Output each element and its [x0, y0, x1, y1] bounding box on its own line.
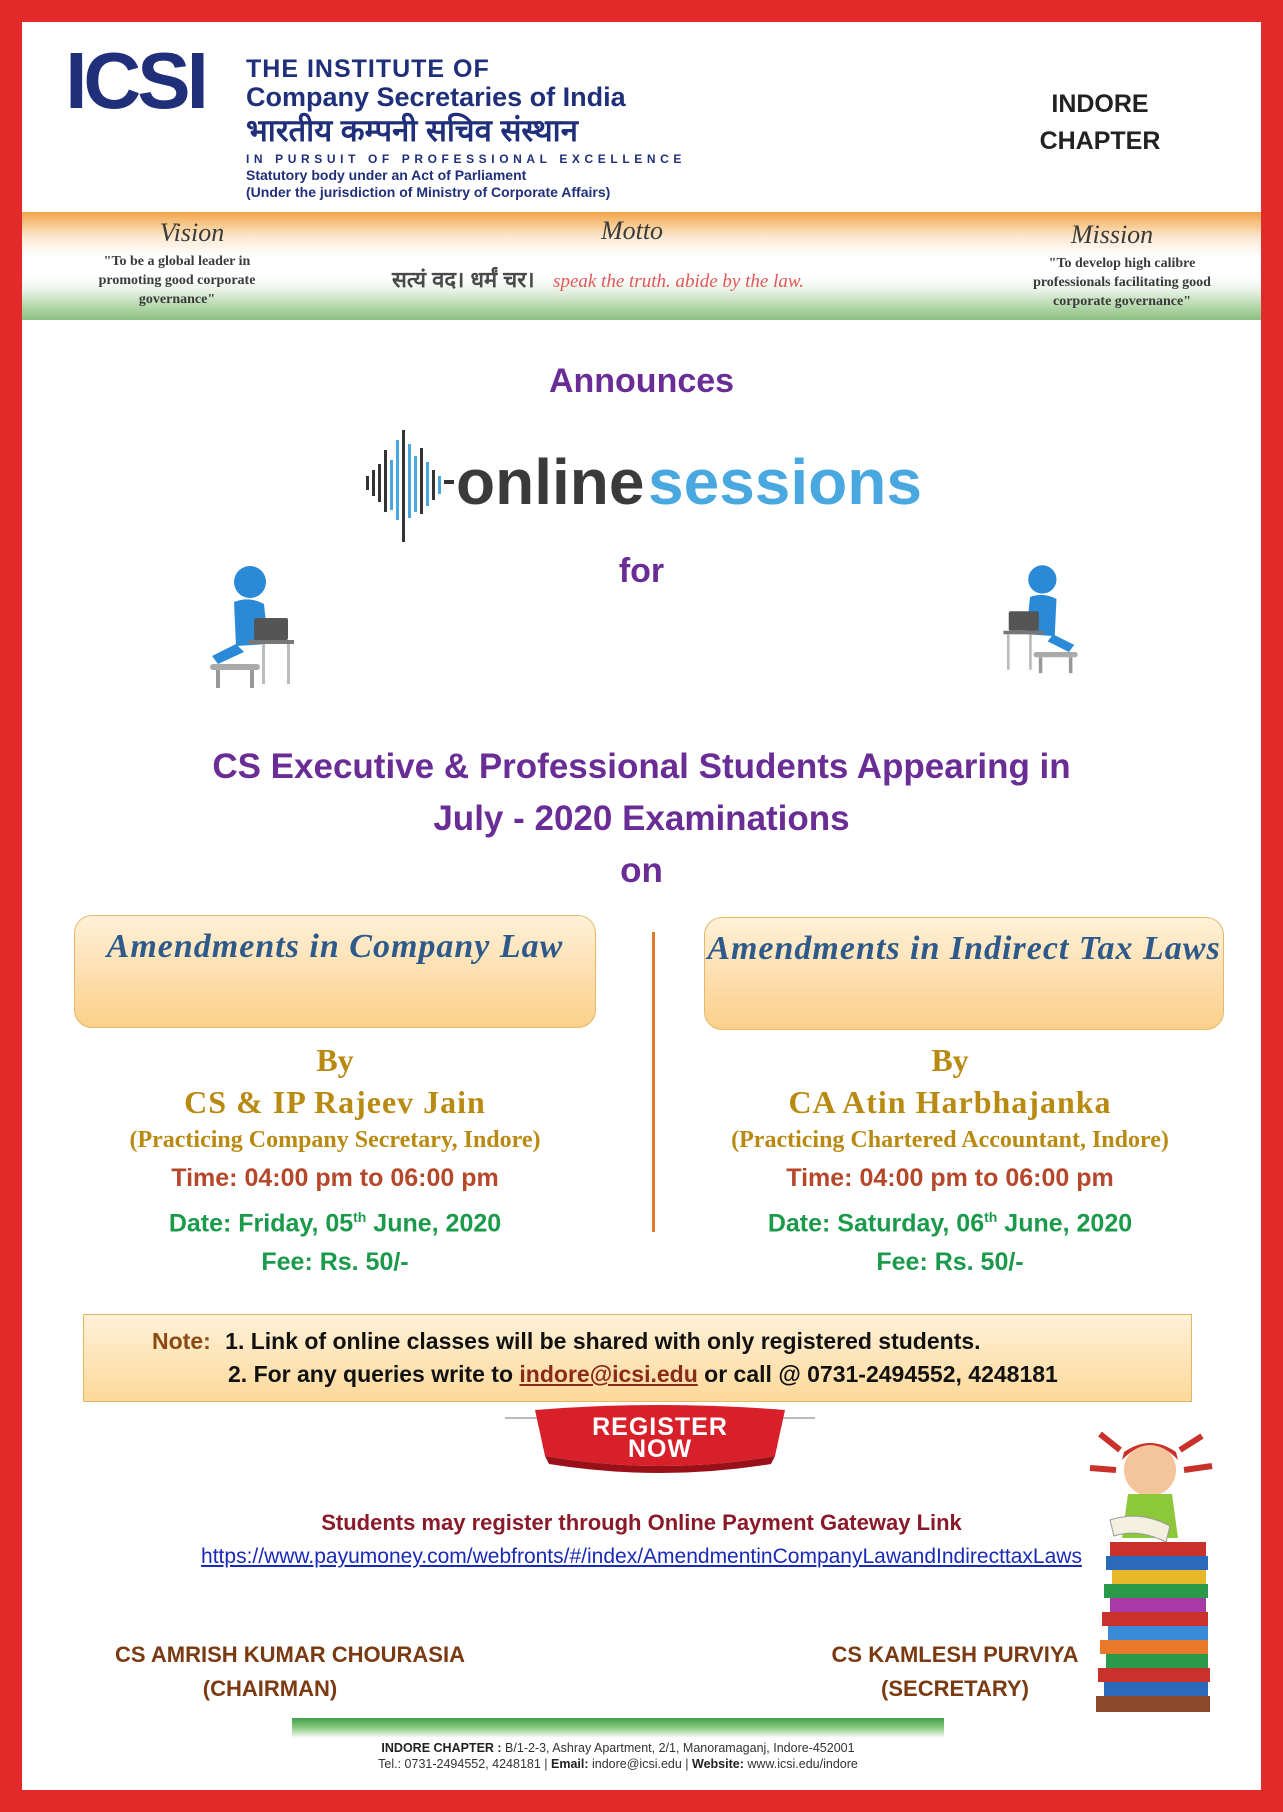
speaker-block-left — [60, 1038, 610, 1282]
motto-title: Motto — [600, 216, 664, 245]
registration-link[interactable]: https://www.payumoney.com/webfronts/#/index/AmendmentinCompanyLawandIndirecttaxLaws — [201, 1545, 1082, 1568]
note-box — [83, 1314, 1192, 1402]
motto-english: speak the truth. abide by the law. — [553, 271, 804, 292]
mission-title: Mission — [1070, 220, 1154, 249]
motto-line — [392, 264, 932, 294]
speaker-designation: (Practicing Company Secretary, Indore) — [129, 1127, 541, 1153]
person-laptop-right-icon — [995, 560, 1095, 675]
signatory-name: CS KAMLESH PURVIYA — [831, 1642, 1079, 1667]
session-divider — [652, 932, 655, 1232]
soundwave-icon — [366, 430, 454, 542]
session-title-company-law: Amendments in Company Law — [74, 915, 596, 1028]
vision-text: "To be a global leader in promoting good corporate governance" — [98, 254, 256, 307]
institute-line2: Company Secretaries of India — [246, 82, 626, 112]
session-date: Date: Friday, 05th June, 2020 — [168, 1209, 502, 1238]
announces-heading: Announces — [548, 362, 735, 400]
chapter-line2: CHAPTER — [1039, 127, 1161, 155]
speaker-name: CS & IP Rajeev Jain — [184, 1084, 486, 1120]
person-laptop-left-icon — [192, 560, 302, 690]
institute-name-block — [246, 55, 686, 201]
note-email-link[interactable]: indore@icsi.edu — [519, 1361, 698, 1387]
register-line2: NOW — [627, 1435, 693, 1463]
institute-jurisdiction: (Under the jurisdiction of Ministry of Corporate Affairs) — [246, 184, 611, 200]
speaker-designation: (Practicing Chartered Accountant, Indore) — [731, 1127, 1169, 1153]
mission-text: "To develop high calibre professionals facilitating good corporate governance" — [1033, 256, 1211, 309]
chapter-line1: INDORE — [1051, 90, 1149, 118]
speaker-name: CA Atin Harbhajanka — [788, 1084, 1112, 1120]
session-fee: Fee: Rs. 50/- — [261, 1248, 409, 1277]
icsi-logo — [60, 30, 210, 125]
logo-word-sessions: sessions — [648, 446, 922, 518]
vision-motto-mission-band — [22, 212, 1261, 320]
audience-line1: CS Executive & Professional Students Appearing in — [212, 747, 1071, 786]
institute-statutory: Statutory body under an Act of Parliament — [246, 167, 527, 183]
note-label: Note: — [152, 1328, 211, 1354]
speaker-block-right — [660, 1038, 1240, 1282]
signatory-secretary — [780, 1638, 1130, 1706]
by-label: By — [316, 1042, 354, 1078]
footer-text: INDORE CHAPTER : B/1-2-3, Ashray Apartment, 2/1, Manoramaganj, Indore-452001 Tel.: 0731-2494552, 4248181 | Email: indore@icsi.edu | Website: www.icsi.edu/indore — [378, 1741, 858, 1771]
footer — [292, 1718, 944, 1776]
register-now-button[interactable] — [505, 1404, 815, 1474]
on-text: on — [620, 851, 663, 890]
session-fee: Fee: Rs. 50/- — [876, 1248, 1024, 1277]
signatory-role: (CHAIRMAN) — [202, 1676, 338, 1701]
online-sessions-logo — [362, 420, 937, 545]
session-time: Time: 04:00 pm to 06:00 pm — [786, 1164, 1114, 1192]
logo-word-online: online — [456, 446, 645, 518]
institute-hindi: भारतीय कम्पनी सचिव संस्थान — [246, 113, 578, 148]
session-title-indirect-tax: Amendments in Indirect Tax Laws — [704, 917, 1224, 1030]
session-date: Date: Saturday, 06th June, 2020 — [767, 1209, 1133, 1238]
note-line1: Note: 1. Link of online classes will be shared with only registered students. — [152, 1328, 981, 1354]
icsi-logo-text: ICSI — [65, 36, 205, 125]
session-time: Time: 04:00 pm to 06:00 pm — [171, 1164, 499, 1192]
chapter-name — [1000, 86, 1200, 160]
signatory-name: CS AMRISH KUMAR CHOURASIA — [115, 1642, 465, 1667]
institute-tagline: IN PURSUIT OF PROFESSIONAL EXCELLENCE — [246, 152, 687, 166]
institute-line1: THE INSTITUTE OF — [246, 55, 490, 83]
for-text: for — [618, 552, 665, 590]
vision-title: Vision — [159, 218, 225, 247]
by-label: By — [931, 1042, 969, 1078]
registration-text: Students may register through Online Payment Gateway Link — [321, 1510, 962, 1535]
footer-bar — [292, 1718, 944, 1738]
signatory-role: (SECRETARY) — [881, 1676, 1029, 1701]
register-line1: REGISTER — [592, 1413, 728, 1441]
audience-line2: July - 2020 Examinations — [433, 799, 850, 838]
note-line2: 2. For any queries write to indore@icsi.edu or call @ 0731-2494552, 4248181 — [228, 1361, 1058, 1387]
audience-heading — [22, 741, 1261, 897]
motto-hindi: सत्यं वद। धर्मं चर। — [392, 267, 535, 292]
signatory-chairman — [100, 1638, 480, 1706]
